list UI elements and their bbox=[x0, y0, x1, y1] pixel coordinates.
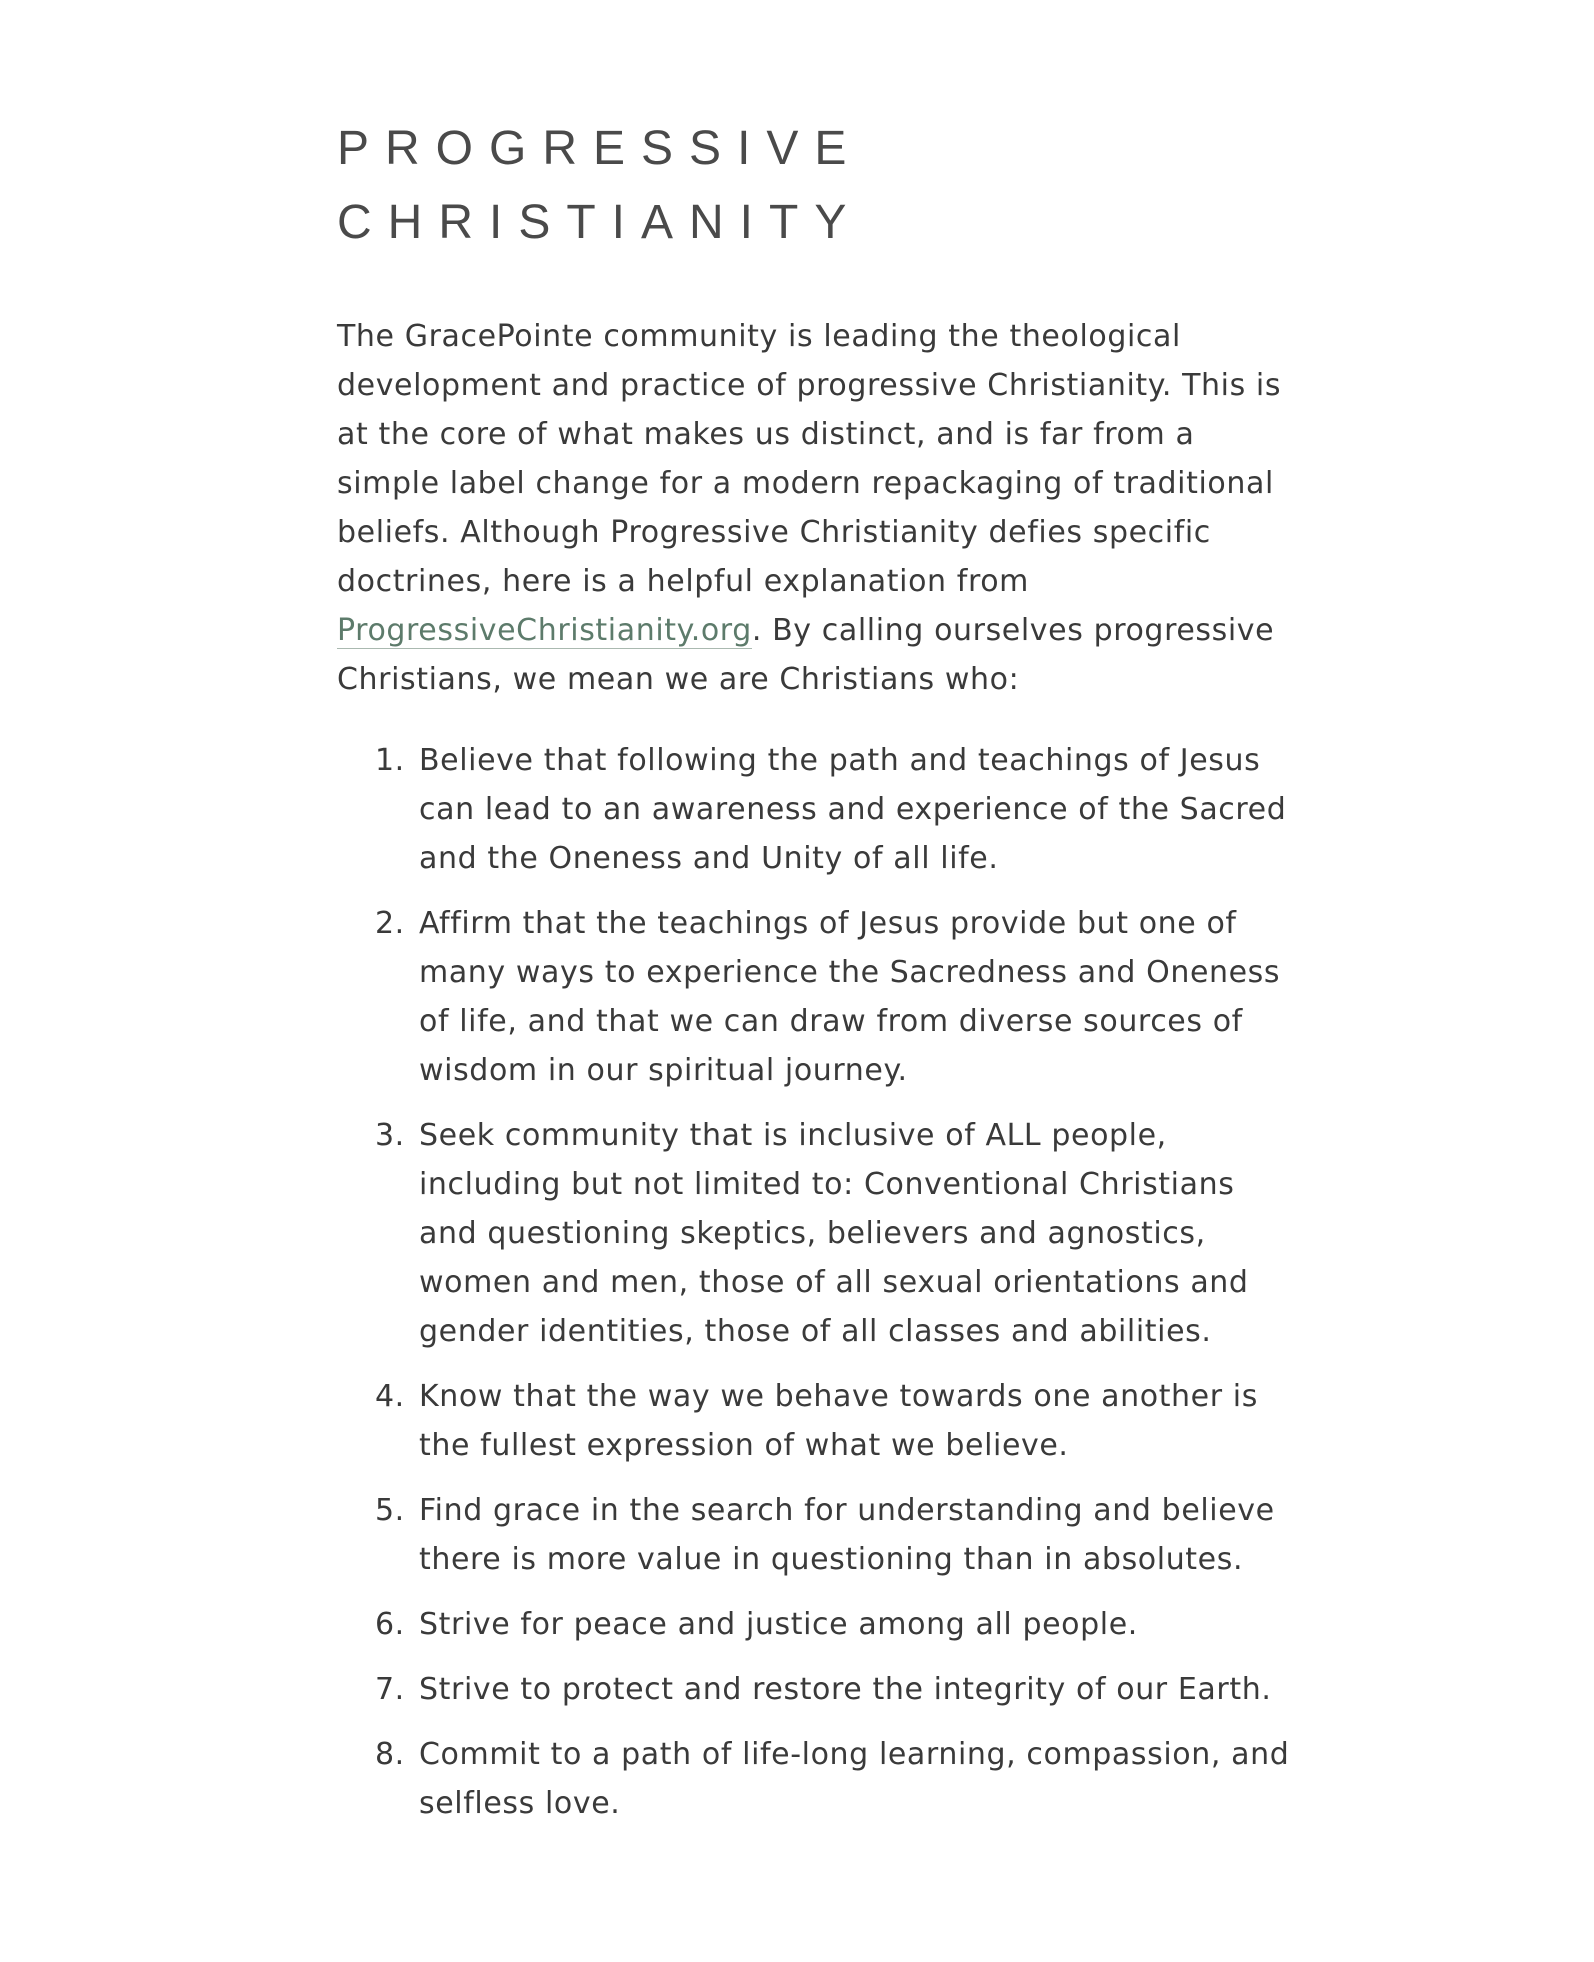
list-item bbox=[375, 1730, 1297, 1828]
list-item bbox=[375, 1372, 1297, 1470]
list-item bbox=[375, 899, 1297, 1095]
list-item-number: 3. bbox=[375, 1118, 405, 1153]
list-item-text: Commit to a path of life-long learning, compassion, and selfless love. bbox=[419, 1737, 1290, 1821]
beliefs-list bbox=[337, 736, 1297, 1828]
list-item-number: 2. bbox=[375, 906, 405, 941]
list-item-number: 5. bbox=[375, 1493, 405, 1528]
list-item bbox=[375, 1665, 1297, 1714]
list-item bbox=[375, 1111, 1297, 1356]
list-item-number: 1. bbox=[375, 743, 405, 778]
list-item-text: Believe that following the path and teachings of Jesus can lead to an awareness and experience of the Sacred and the Oneness and Unity of all life. bbox=[419, 743, 1287, 876]
list-item-number: 7. bbox=[375, 1672, 405, 1707]
page-title-line-1: PROGRESSIVE bbox=[337, 122, 863, 175]
list-item-number: 4. bbox=[375, 1379, 405, 1414]
list-item-text: Affirm that the teachings of Jesus provide but one of many ways to experience the Sacredness and Oneness of life, and that we can draw from diverse sources of wisdom in our spiritual journey. bbox=[419, 906, 1281, 1088]
list-item-text: Seek community that is inclusive of ALL people, including but not limited to: Conventional Christians and questioning skeptics, believers and agnostics, women and men, those of all sexual orientations and gender identities, those of all classes and abilities. bbox=[419, 1118, 1249, 1349]
list-item-text: Know that the way we behave towards one another is the fullest expression of what we believe. bbox=[419, 1379, 1258, 1463]
list-item-text: Strive for peace and justice among all people. bbox=[419, 1607, 1138, 1642]
list-item-text: Strive to protect and restore the integrity of our Earth. bbox=[419, 1672, 1272, 1707]
list-item-text: Find grace in the search for understanding and believe there is more value in questioning than in absolutes. bbox=[419, 1493, 1275, 1577]
page-title bbox=[337, 112, 1297, 260]
list-item bbox=[375, 1600, 1297, 1649]
intro-text-before-link: The GracePointe community is leading the theological development and practice of progressive Christianity. This is at the core of what makes us distinct, and is far from a simple label change for a modern repackaging of traditional beliefs. Although Progressive Christianity defies specific doctrines, here is a helpful explanation from bbox=[337, 319, 1282, 599]
list-item bbox=[375, 1486, 1297, 1584]
list-item-number: 8. bbox=[375, 1737, 405, 1772]
page-title-line-2: CHRISTIANITY bbox=[337, 196, 863, 249]
article-content bbox=[337, 112, 1297, 1844]
intro-text-after-link: . By calling ourselves progressive Christians, we mean we are Christians who: bbox=[337, 613, 1275, 697]
intro-paragraph bbox=[337, 312, 1297, 704]
list-item-number: 6. bbox=[375, 1607, 405, 1642]
list-item bbox=[375, 736, 1297, 883]
progressive-christianity-link[interactable]: ProgressiveChristianity.org bbox=[337, 613, 752, 648]
